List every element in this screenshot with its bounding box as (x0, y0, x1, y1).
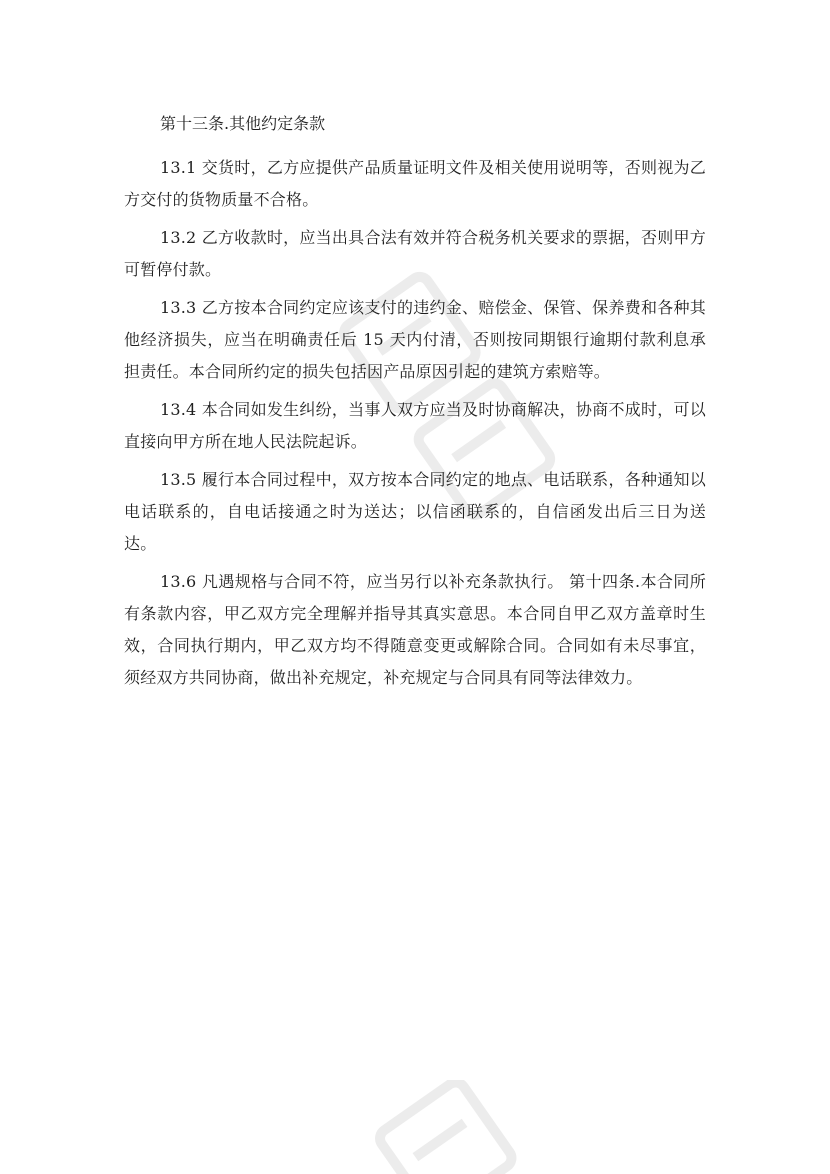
section-heading: 第十三条.其他约定条款 (160, 114, 326, 133)
watermark-graphic-bottom (330, 1080, 550, 1174)
clause-13-3: 13.3 乙方按本合同约定应该支付的违约金、赔偿金、保管、保养费和各种其他经济损失，应当在明确责任后 15 天内付清，否则按同期银行逾期付款利息承担责任。本合同所约定的损失包括因产品原因引起的建筑方索赔等。 (124, 298, 706, 381)
clause-13-1: 13.1 交货时，乙方应提供产品质量证明文件及相关使用说明等，否则视为乙方交付的货物质量不合格。 (124, 158, 706, 209)
clause-13-6: 13.6 凡遇规格与合同不符，应当另行以补充条款执行。 第十四条.本合同所有条款内容，甲乙双方完全理解并指导其真实意思。本合同自甲乙双方盖章时生效，合同执行期内，甲乙双方均不得随意变更或解除合同。合同如有未尽事宜，须经双方共同协商，做出补充规定，补充规定与合同具有同等法律效力。 (124, 572, 706, 687)
clause-13-2: 13.2 乙方收款时，应当出具合法有效并符合税务机关要求的票据，否则甲方可暂停付款。 (124, 228, 706, 279)
clause-13-4: 13.4 本合同如发生纠纷，当事人双方应当及时协商解决，协商不成时，可以直接向甲方所在地人民法院起诉。 (124, 400, 706, 451)
clause-13-5: 13.5 履行本合同过程中，双方按本合同约定的地点、电话联系，各种通知以电话联系的，自电话接通之时为送达；以信函联系的，自信函发出后三日为送达。 (124, 470, 706, 553)
document-body (124, 108, 706, 700)
